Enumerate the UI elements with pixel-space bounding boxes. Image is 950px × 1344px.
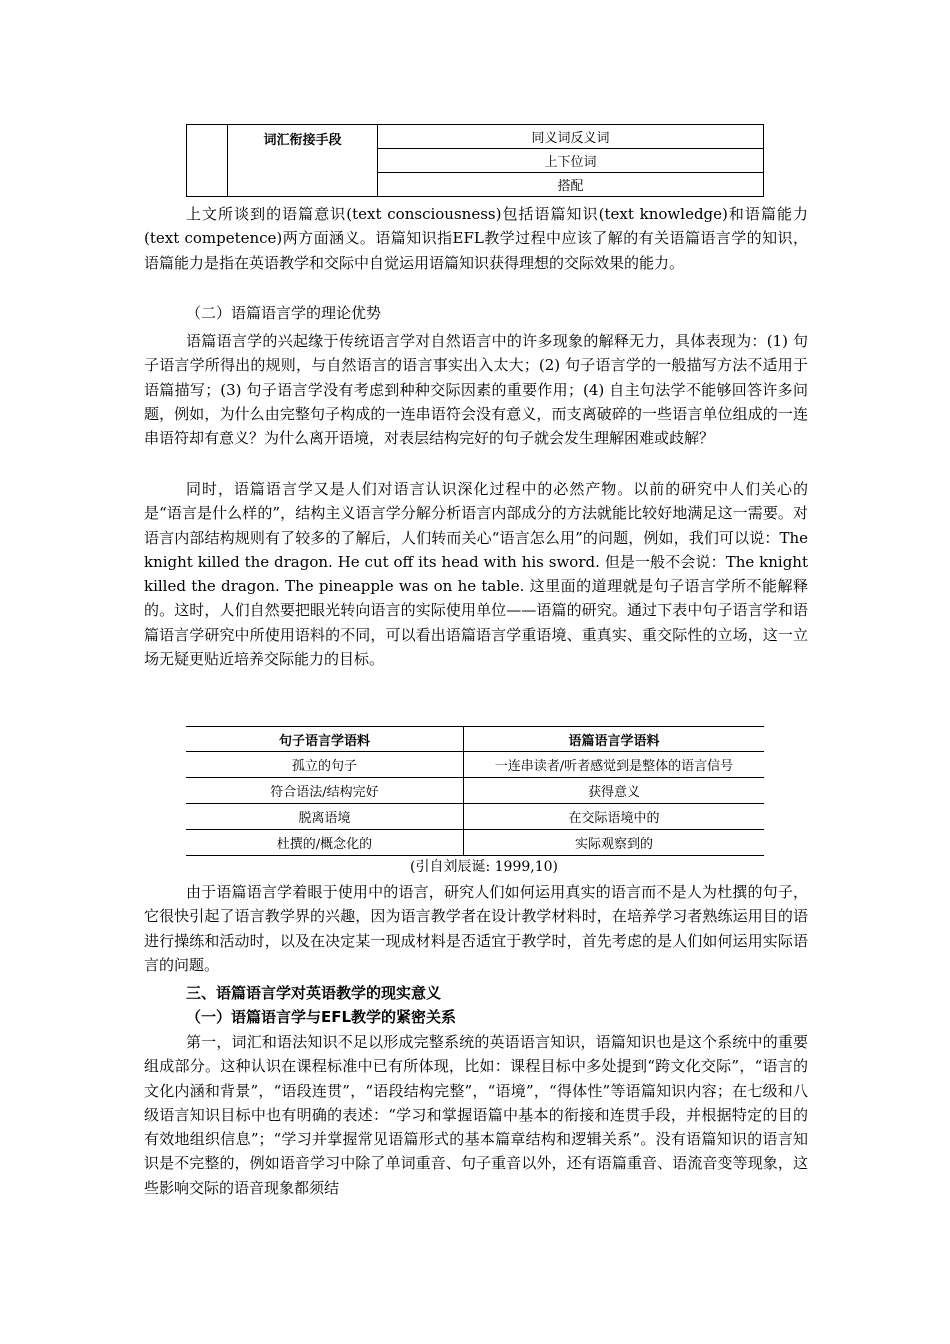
category-cell: 词汇衔接手段 xyxy=(228,125,378,197)
item-cell: 同义词反义词 xyxy=(378,125,764,149)
item-cell: 搭配 xyxy=(378,173,764,197)
paragraph-rise-of-discourse-linguistics: 语篇语言学的兴起缘于传统语言学对自然语言中的许多现象的解释无力，具体表现为：(1) 句子语言学所得出的规则，与自然语言的语言事实出入太大；(2) 句子语言学的一般描写方法不适用于语篇描写；(3) 句子语言学没有考虑到种种交际因素的重要作用；(4) 自主句法学不能够回答许多问题，例如，为什么由完整句子构成的一连串语符会没有意义，而支离破碎的一些语言单位组成的一连串语符却有意义？为什么离开语境，对表层结构完好的句子就会发生理解困难或歧解？ xyxy=(144,332,808,448)
section-heading-3: 三、语篇语言学对英语教学的现实意义 xyxy=(186,984,442,1002)
table-cell: 孤立的句子 xyxy=(186,752,464,778)
column-header: 语篇语言学语料 xyxy=(464,727,765,752)
paragraph-inevitable-product: 同时，语篇语言学又是人们对语言认识深化过程中的必然产物。以前的研究中人们关心的是“语言是什么样的”，结构主义语言学分解分析语言内部成分的方法就能比较好地满足这一需要。对语言内部结构规则有了较多的了解后，人们转而关心“语言怎么用”的问题，例如，我们可以说：The knight killed the dragon. He cut off its head with his sword. 但是一般不会说：The knight killed the dragon. The pineapple was on he table. 这里面的道理就是句子语言学所不能解释的。这时，人们自然要把眼光转向语言的实际使用单位——语篇的研究。通过下表中句子语言学和语篇语言学研究中所使用语料的不同，可以看出语篇语言学重语境、重真实、重交际性的立场，这一立场无疑更贴近培养交际能力的目标。 xyxy=(144,480,808,669)
table-cell: 脱离语境 xyxy=(186,804,464,830)
empty-cell xyxy=(187,125,228,197)
table-cell: 杜撰的/概念化的 xyxy=(186,830,464,856)
paragraph-first-point: 第一，词汇和语法知识不足以形成完整系统的英语语言知识，语篇知识也是这个系统中的重要组成部分。这种认识在课程标准中已有所体现，比如：课程目标中多处提到“跨文化交际”，“语言的文化内涵和背景”，“语段连贯”，“语段结构完整”，“语境”，“得体性”等语篇知识内容；在七级和八级语言知识目标中也有明确的表述：“学习和掌握语篇中基本的衔接和连贯手段，并根据特定的目的有效地组织信息”；“学习并掌握常见语篇形式的基本篇章结构和逻辑关系”。没有语篇知识的语言知识是不完整的，例如语音学习中除了单词重音、句子重音以外，还有语篇重音、语流音变等现象，这些影响交际的语音现象都须结 xyxy=(144,1033,808,1197)
paragraph-text-consciousness: 上文所谈到的语篇意识(text consciousness)包括语篇知识(text knowledge)和语篇能力(text competence)两方面涵义。语篇知识指EFL教学过程中应该了解的有关语篇语言学的知识，语篇能力是指在英语教学和交际中自觉运用语篇知识获得理想的交际效果的能力。 xyxy=(144,205,808,272)
item-cell: 上下位词 xyxy=(378,149,764,173)
table-citation: (引自刘辰诞: 1999,10) xyxy=(410,859,558,875)
paragraph-language-in-use: 由于语篇语言学着眼于使用中的语言，研究人们如何运用真实的语言而不是人为杜撰的句子，它很快引起了语言教学界的兴趣，因为语言教学者在设计教学材料时，在培养学习者熟练运用目的语进行操练和活动时，以及在决定某一现成材料是否适宜于教学时，首先考虑的是人们如何运用实际语言的问题。 xyxy=(144,883,808,974)
table-cell: 在交际语境中的 xyxy=(464,804,765,830)
table-cell: 获得意义 xyxy=(464,778,765,804)
column-header: 句子语言学语料 xyxy=(186,727,464,752)
table-cell: 符合语法/结构完好 xyxy=(186,778,464,804)
subheading-theory-advantage: （二）语篇语言学的理论优势 xyxy=(186,304,382,322)
lexical-cohesion-table xyxy=(186,124,764,197)
table-cell: 一连串读者/听者感觉到是整体的语言信号 xyxy=(464,752,765,778)
table-cell: 实际观察到的 xyxy=(464,830,765,856)
subheading-close-relationship: （一）语篇语言学与EFL教学的紧密关系 xyxy=(186,1008,457,1026)
corpus-comparison-table xyxy=(186,726,764,856)
